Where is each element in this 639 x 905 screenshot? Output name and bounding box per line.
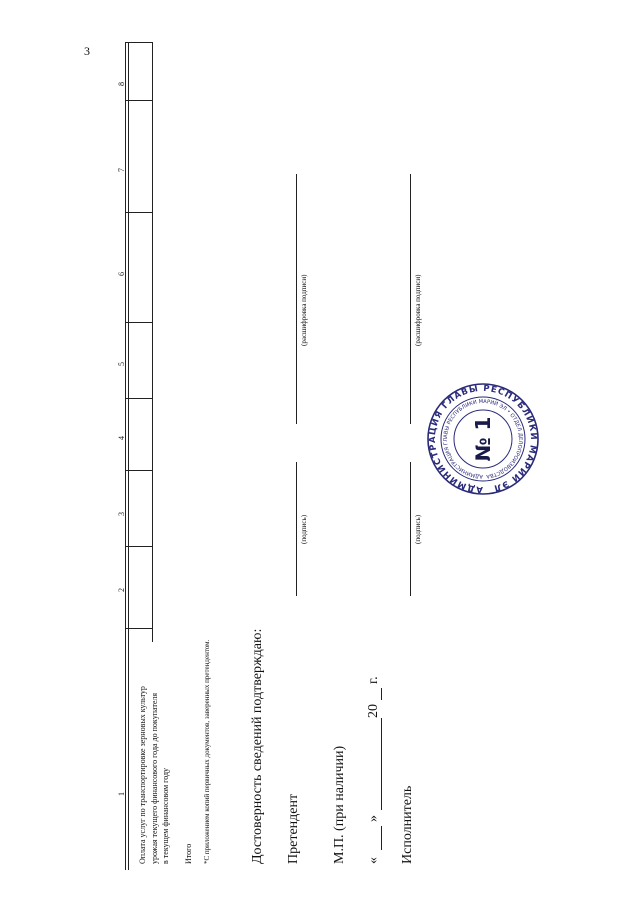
col-sep [125, 470, 153, 471]
footnote: *С приложением копий первичных документов, заверенных претендентом. [203, 639, 211, 864]
decoding-caption: (расшифровка подписи) [300, 274, 308, 346]
date-year-prefix: 20 [366, 704, 381, 718]
executor-decoding-line [410, 174, 411, 424]
stamp-outer-text: АДМИНИСТРАЦИЯ ГЛАВЫ РЕСПУБЛИКИ МАРИЙ ЭЛ [427, 383, 539, 495]
row-text-line: в текущем финансовом году [161, 767, 170, 864]
date-day-line [381, 826, 382, 850]
table-border-left-inner [125, 42, 126, 870]
applicant-signature-line [296, 462, 297, 596]
total-label: Итого [184, 843, 193, 864]
date-year-suffix: г. [366, 676, 381, 684]
col-sep [125, 212, 153, 213]
column-number: 2 [117, 588, 126, 592]
page-number: 3 [84, 44, 90, 58]
stamp-number: № 1 [471, 416, 495, 462]
date-close-quote: » [366, 815, 381, 822]
stamp-inner-text: АДМИНИСТРАЦИЯ ГЛАВЫ РЕСПУБЛИКИ МАРИЙ ЭЛ • ОТДЕЛ ДЕЛОПРОИЗВОДСТВА [442, 398, 524, 480]
column-number: 1 [117, 792, 126, 796]
executor-signature-line [410, 462, 411, 596]
executor-label: Исполнитель [400, 785, 415, 864]
column-number: 6 [117, 272, 126, 276]
table-divider [152, 42, 153, 642]
signature-caption: (подпись) [300, 514, 308, 544]
column-number: 5 [117, 362, 126, 366]
seal-label: М.П. (при наличии) [332, 745, 347, 864]
applicant-decoding-line [296, 174, 297, 424]
decoding-caption: (расшифровка подписи) [414, 274, 422, 346]
col-sep [125, 322, 153, 323]
column-number: 3 [117, 512, 126, 516]
stamp-seal [426, 382, 540, 496]
column-number: 7 [117, 168, 126, 172]
signature-caption: (подпись) [414, 514, 422, 544]
row-text-line: Оплата услуг по транспортировке зерновых культур [138, 686, 147, 864]
col-sep [125, 398, 153, 399]
date-month-line [381, 718, 382, 810]
col-sep [125, 546, 153, 547]
column-number: 8 [117, 82, 126, 86]
column-number: 4 [117, 436, 126, 440]
applicant-label: Претендент [286, 793, 301, 864]
confirmation-heading: Достоверность сведений подтверждаю: [250, 628, 265, 864]
date-open-quote: « [366, 857, 381, 864]
date-year-line [381, 688, 382, 700]
row-text-line: урожая текущего финансового года до покупателя [150, 692, 159, 864]
col-sep [125, 628, 153, 629]
table-top [125, 42, 153, 43]
col-sep [125, 100, 153, 101]
table-border-left [128, 42, 129, 870]
